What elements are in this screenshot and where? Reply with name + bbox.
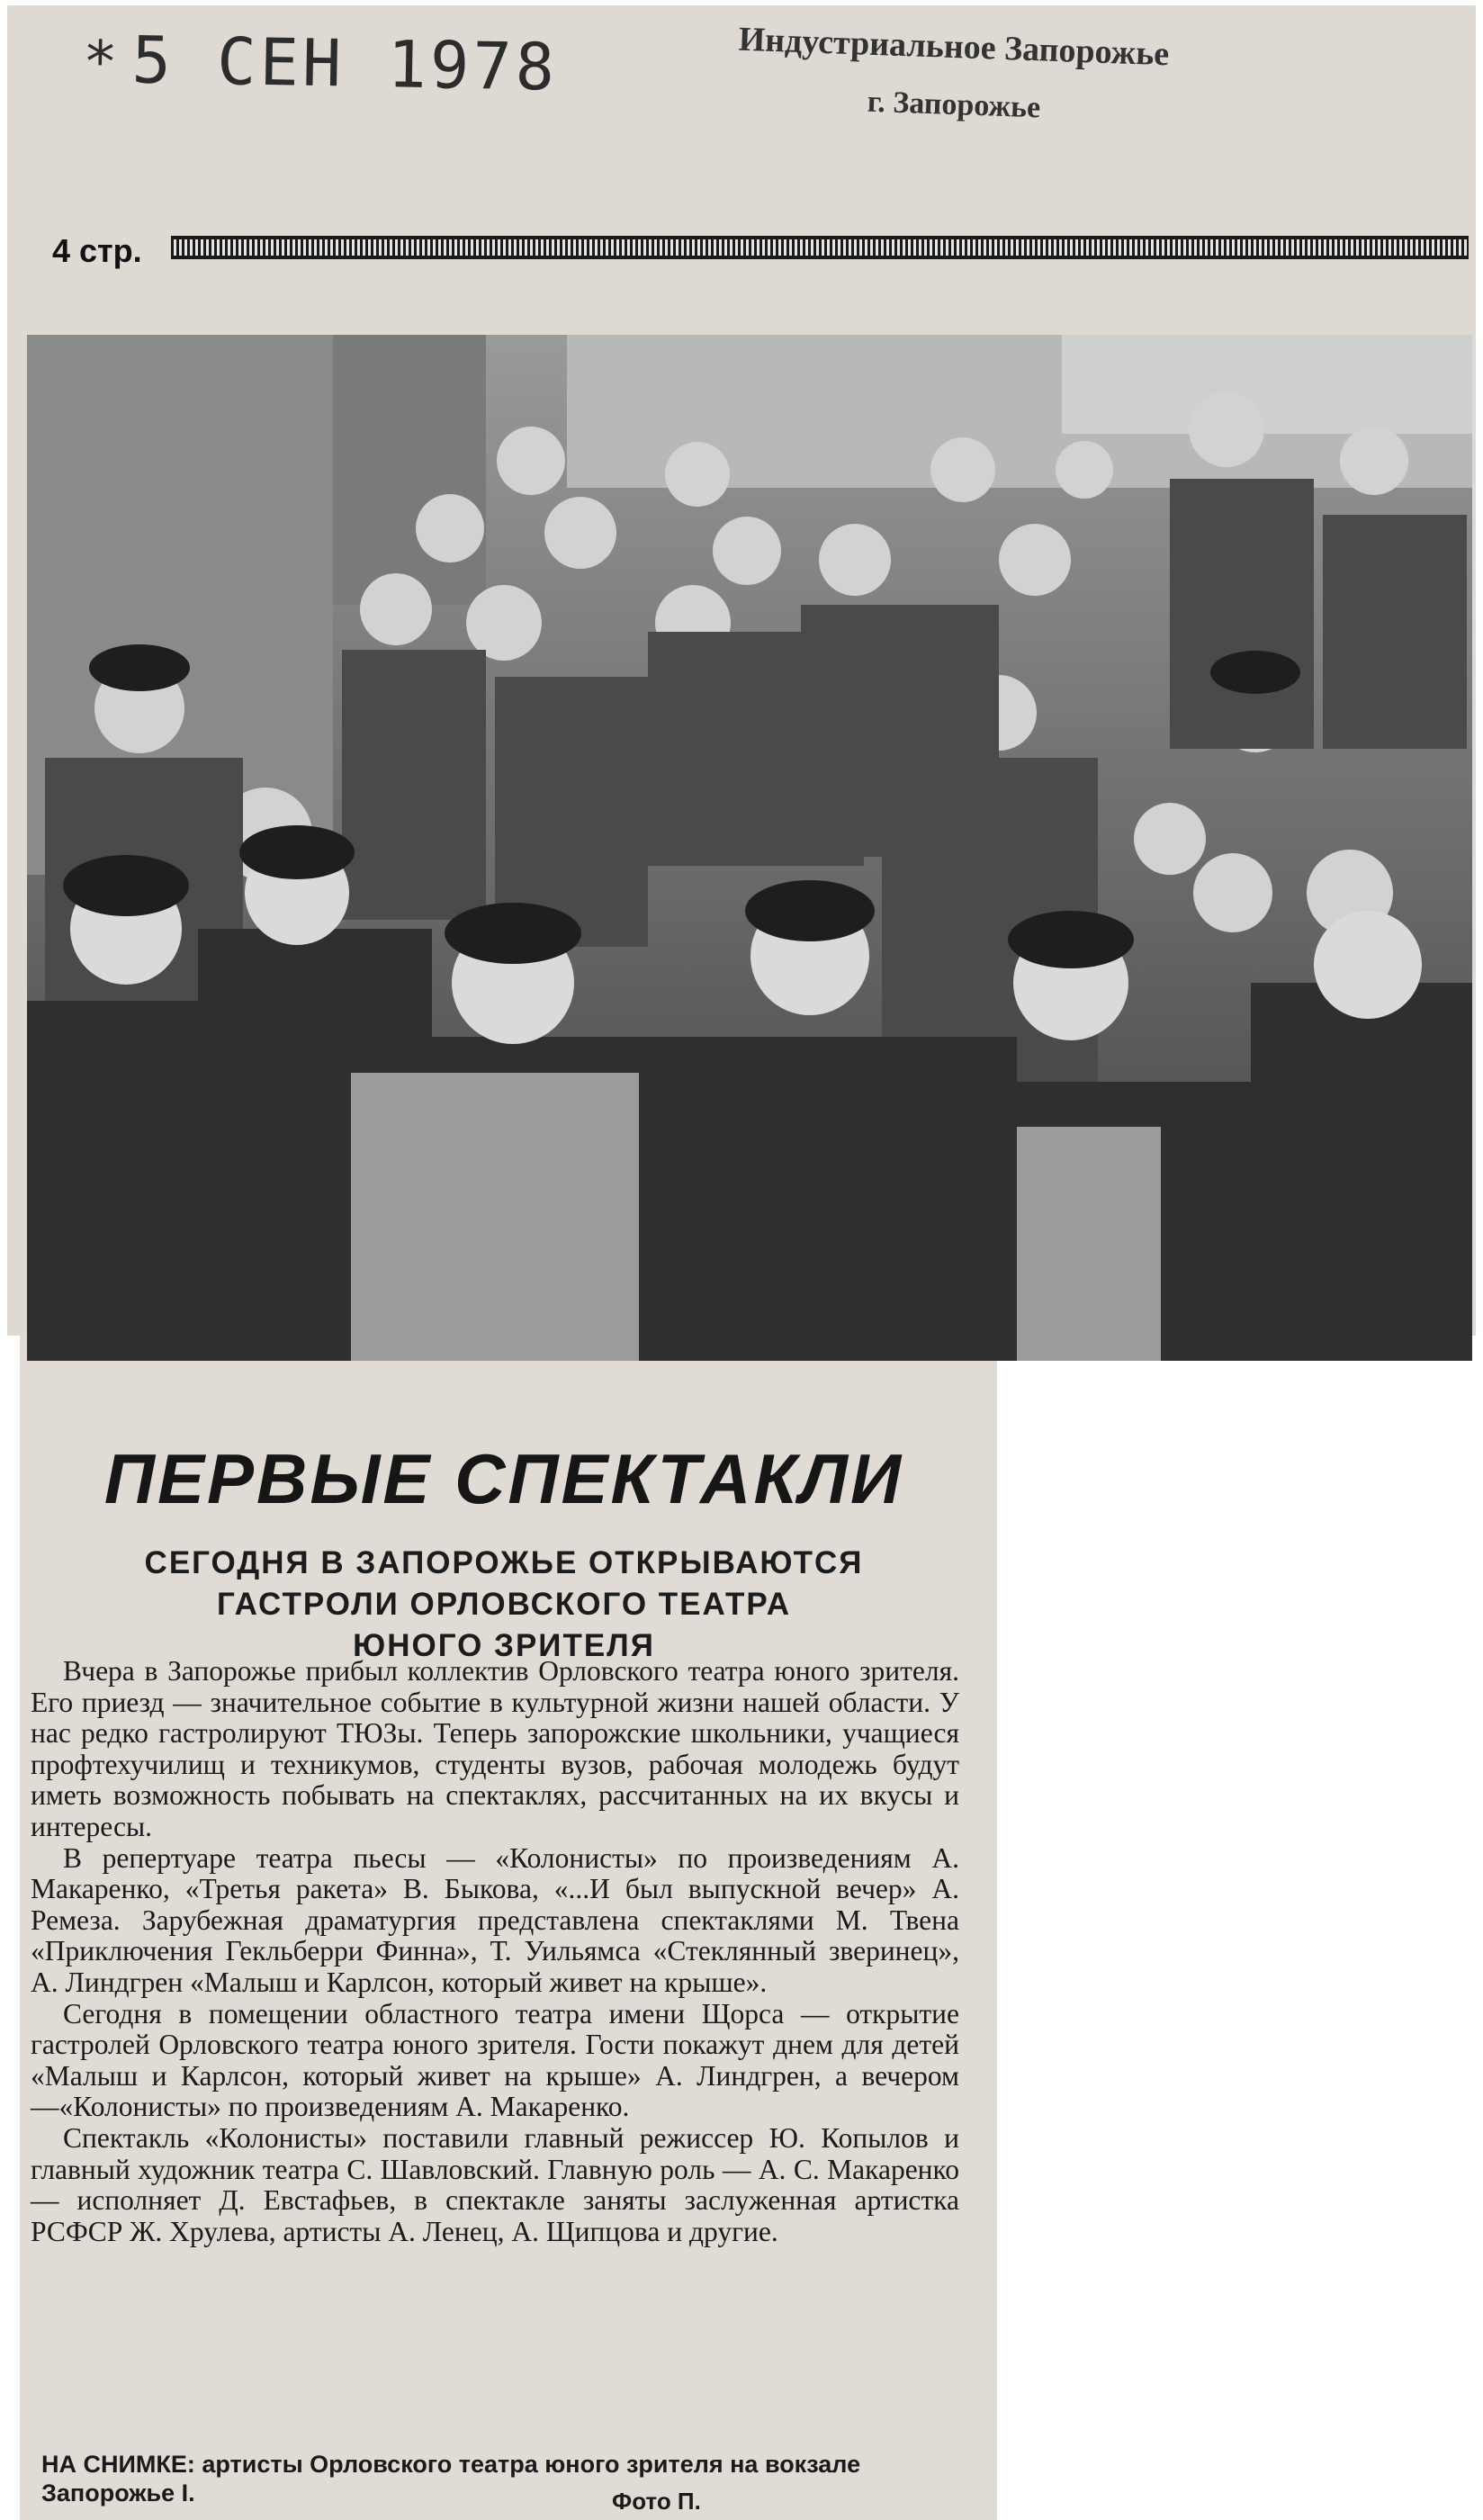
date-stamp — [82, 21, 558, 104]
photo-credit: Фото П. — [612, 2488, 701, 2515]
date-stamp-text: 5 СЕН 1978 — [130, 22, 559, 105]
article-headline: ПЕРВЫЕ СПЕКТАКЛИ — [103, 1439, 904, 1518]
subheadline-line: ГАСТРОЛИ ОРЛОВСКОГО ТЕАТРА — [217, 1587, 791, 1622]
article-paragraph: Вчера в Запорожье прибыл коллектив Орловского театра юного зрителя. Его приезд — значительное событие в культурной жизни нашей области. У нас редко гастролируют ТЮЗы. Теперь запорожские школьники, учащиеся профтехучилищ и техникумов, студенты вузов, рабочая молодежь будут иметь возможность побывать на спектаклях, рассчитанных на их вкусы и интересы. — [31, 1655, 959, 1842]
star-mark: * — [82, 29, 122, 97]
subheadline-line: СЕГОДНЯ В ЗАПОРОЖЬЕ ОТКРЫВАЮТСЯ — [144, 1545, 864, 1580]
page-header-rule — [171, 236, 1469, 259]
photo-caption: НА СНИМКЕ: артисты Орловского театра юного зрителя на вокзале Запорожье I. — [41, 2451, 861, 2506]
page-number: 4 стр. — [52, 232, 142, 269]
article-paragraph: В репертуаре театра пьесы — «Колонисты» по произведениям А. Макаренко, «Третья ракета» В. Быкова, «...И был выпускной вечер» А. Ремеза. Зарубежная драматургия представлена спектаклями М. Твена «Приключения Гекльберри Финна», Т. Уильямса «Стеклянный зверинец», А. Линдгрен «Малыш и Карлсон, который живет на крыше». — [31, 1841, 959, 1998]
group-photo-image — [27, 335, 1472, 1361]
group-photo — [27, 335, 1472, 1361]
newspaper-name-stamp: Индустриальное Запорожье — [738, 20, 1170, 74]
subheadline-line: ЮНОГО ЗРИТЕЛЯ — [353, 1628, 655, 1663]
article-subheadline — [63, 1543, 945, 1667]
newspaper-city-stamp: г. Запорожье — [867, 85, 1041, 125]
article-body — [31, 1656, 959, 2247]
article-paragraph: Сегодня в помещении областного театра имени Щорса — открытие гастролей Орловского театра юного зрителя. Гости покажут днем для детей «Малыш и Карлсон, который живет на крыше» А. Линдгрен, а вечером—«Колонисты» по произведениям А. Макаренко. — [31, 1997, 959, 2123]
article-paragraph: Спектакль «Колонисты» поставили главный режиссер Ю. Копылов и главный художник театра С. Шавловский. Главную роль — А. С. Макаренко — исполняет Д. Евстафьев, в спектакле заняты заслуженная артистка РСФСР Ж. Хрулева, артисты А. Ленец, А. Щипцова и другие. — [31, 2121, 959, 2247]
